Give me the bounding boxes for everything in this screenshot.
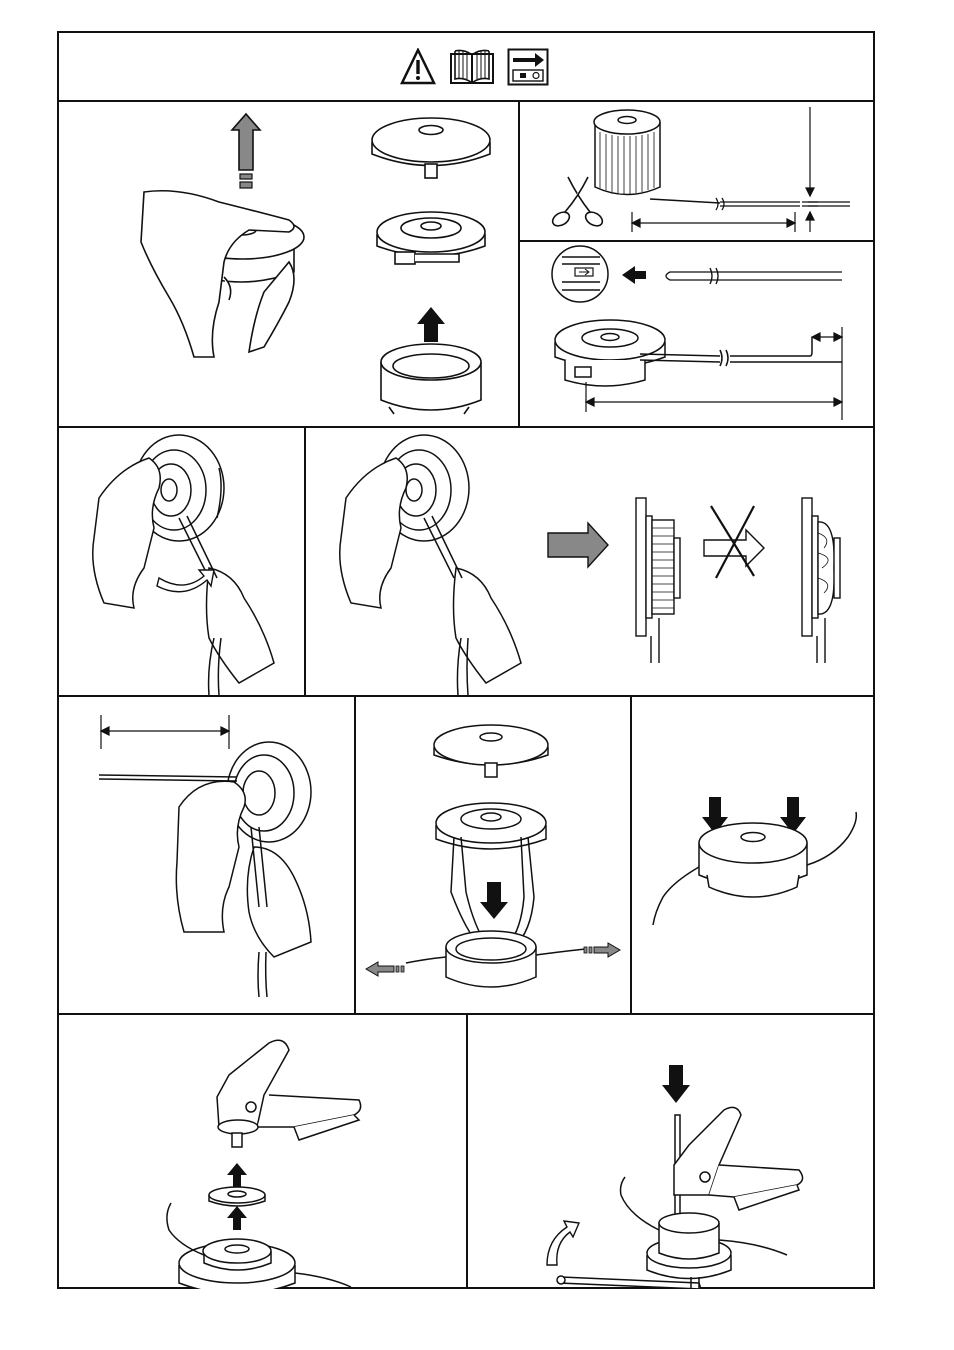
detail-circle — [552, 246, 608, 302]
spool-in-hand — [93, 435, 274, 695]
divider — [630, 695, 632, 1013]
header-icons — [400, 48, 550, 88]
direction-arrow-icon — [507, 48, 549, 86]
step-insert-line — [520, 242, 875, 426]
divider — [466, 1013, 468, 1289]
cover-part — [434, 725, 548, 777]
folded-line-icon — [666, 268, 842, 284]
spool-part — [436, 803, 546, 947]
spool-in-hand — [99, 742, 311, 997]
dimension-arrow-icon — [101, 715, 229, 749]
trimmer-head-in-hand — [141, 191, 304, 357]
rotate-arrow-icon — [157, 570, 214, 592]
step-mount-head — [59, 1015, 465, 1289]
step-wind-even — [306, 428, 875, 695]
wrong-winding-icon — [704, 498, 840, 663]
spool-in-hand — [340, 435, 521, 695]
line-length-dimension — [632, 107, 850, 232]
gearbox-with-guard — [217, 1040, 361, 1147]
pull-right-arrow-icon — [584, 943, 620, 957]
step-leave-length — [59, 697, 353, 1013]
step-wind-start — [59, 428, 303, 695]
step-remove-cover — [59, 102, 517, 426]
rotate-arrow-icon — [547, 1221, 579, 1265]
gearbox-with-guard — [674, 1107, 803, 1210]
housing-part — [406, 931, 586, 987]
step-cut-line — [520, 102, 875, 239]
down-arrow-icon — [480, 882, 508, 919]
washer-part — [209, 1187, 265, 1206]
housing-part — [381, 344, 481, 414]
instruction-sheet — [57, 31, 875, 1289]
spool-with-line — [555, 320, 842, 386]
right-arrow-icon — [548, 523, 608, 567]
closed-trimmer-head — [653, 812, 856, 925]
left-arrow-icon — [622, 266, 646, 284]
up-arrow-icon — [417, 307, 445, 342]
line-spool-icon — [594, 110, 720, 203]
down-arrow-icon — [662, 1065, 690, 1103]
manual-book-icon — [448, 48, 496, 86]
cover-part — [372, 118, 490, 178]
pull-left-arrow-icon — [366, 962, 404, 976]
step-lock-and-tighten — [469, 1015, 875, 1289]
warning-triangle-icon — [400, 48, 436, 86]
step-snap-closed — [633, 697, 875, 1013]
spool-part — [377, 212, 485, 264]
trimmer-head — [167, 1203, 351, 1289]
step-reassemble — [356, 697, 629, 1013]
lift-arrow-icon — [232, 114, 260, 188]
correct-winding-icon — [636, 498, 680, 663]
